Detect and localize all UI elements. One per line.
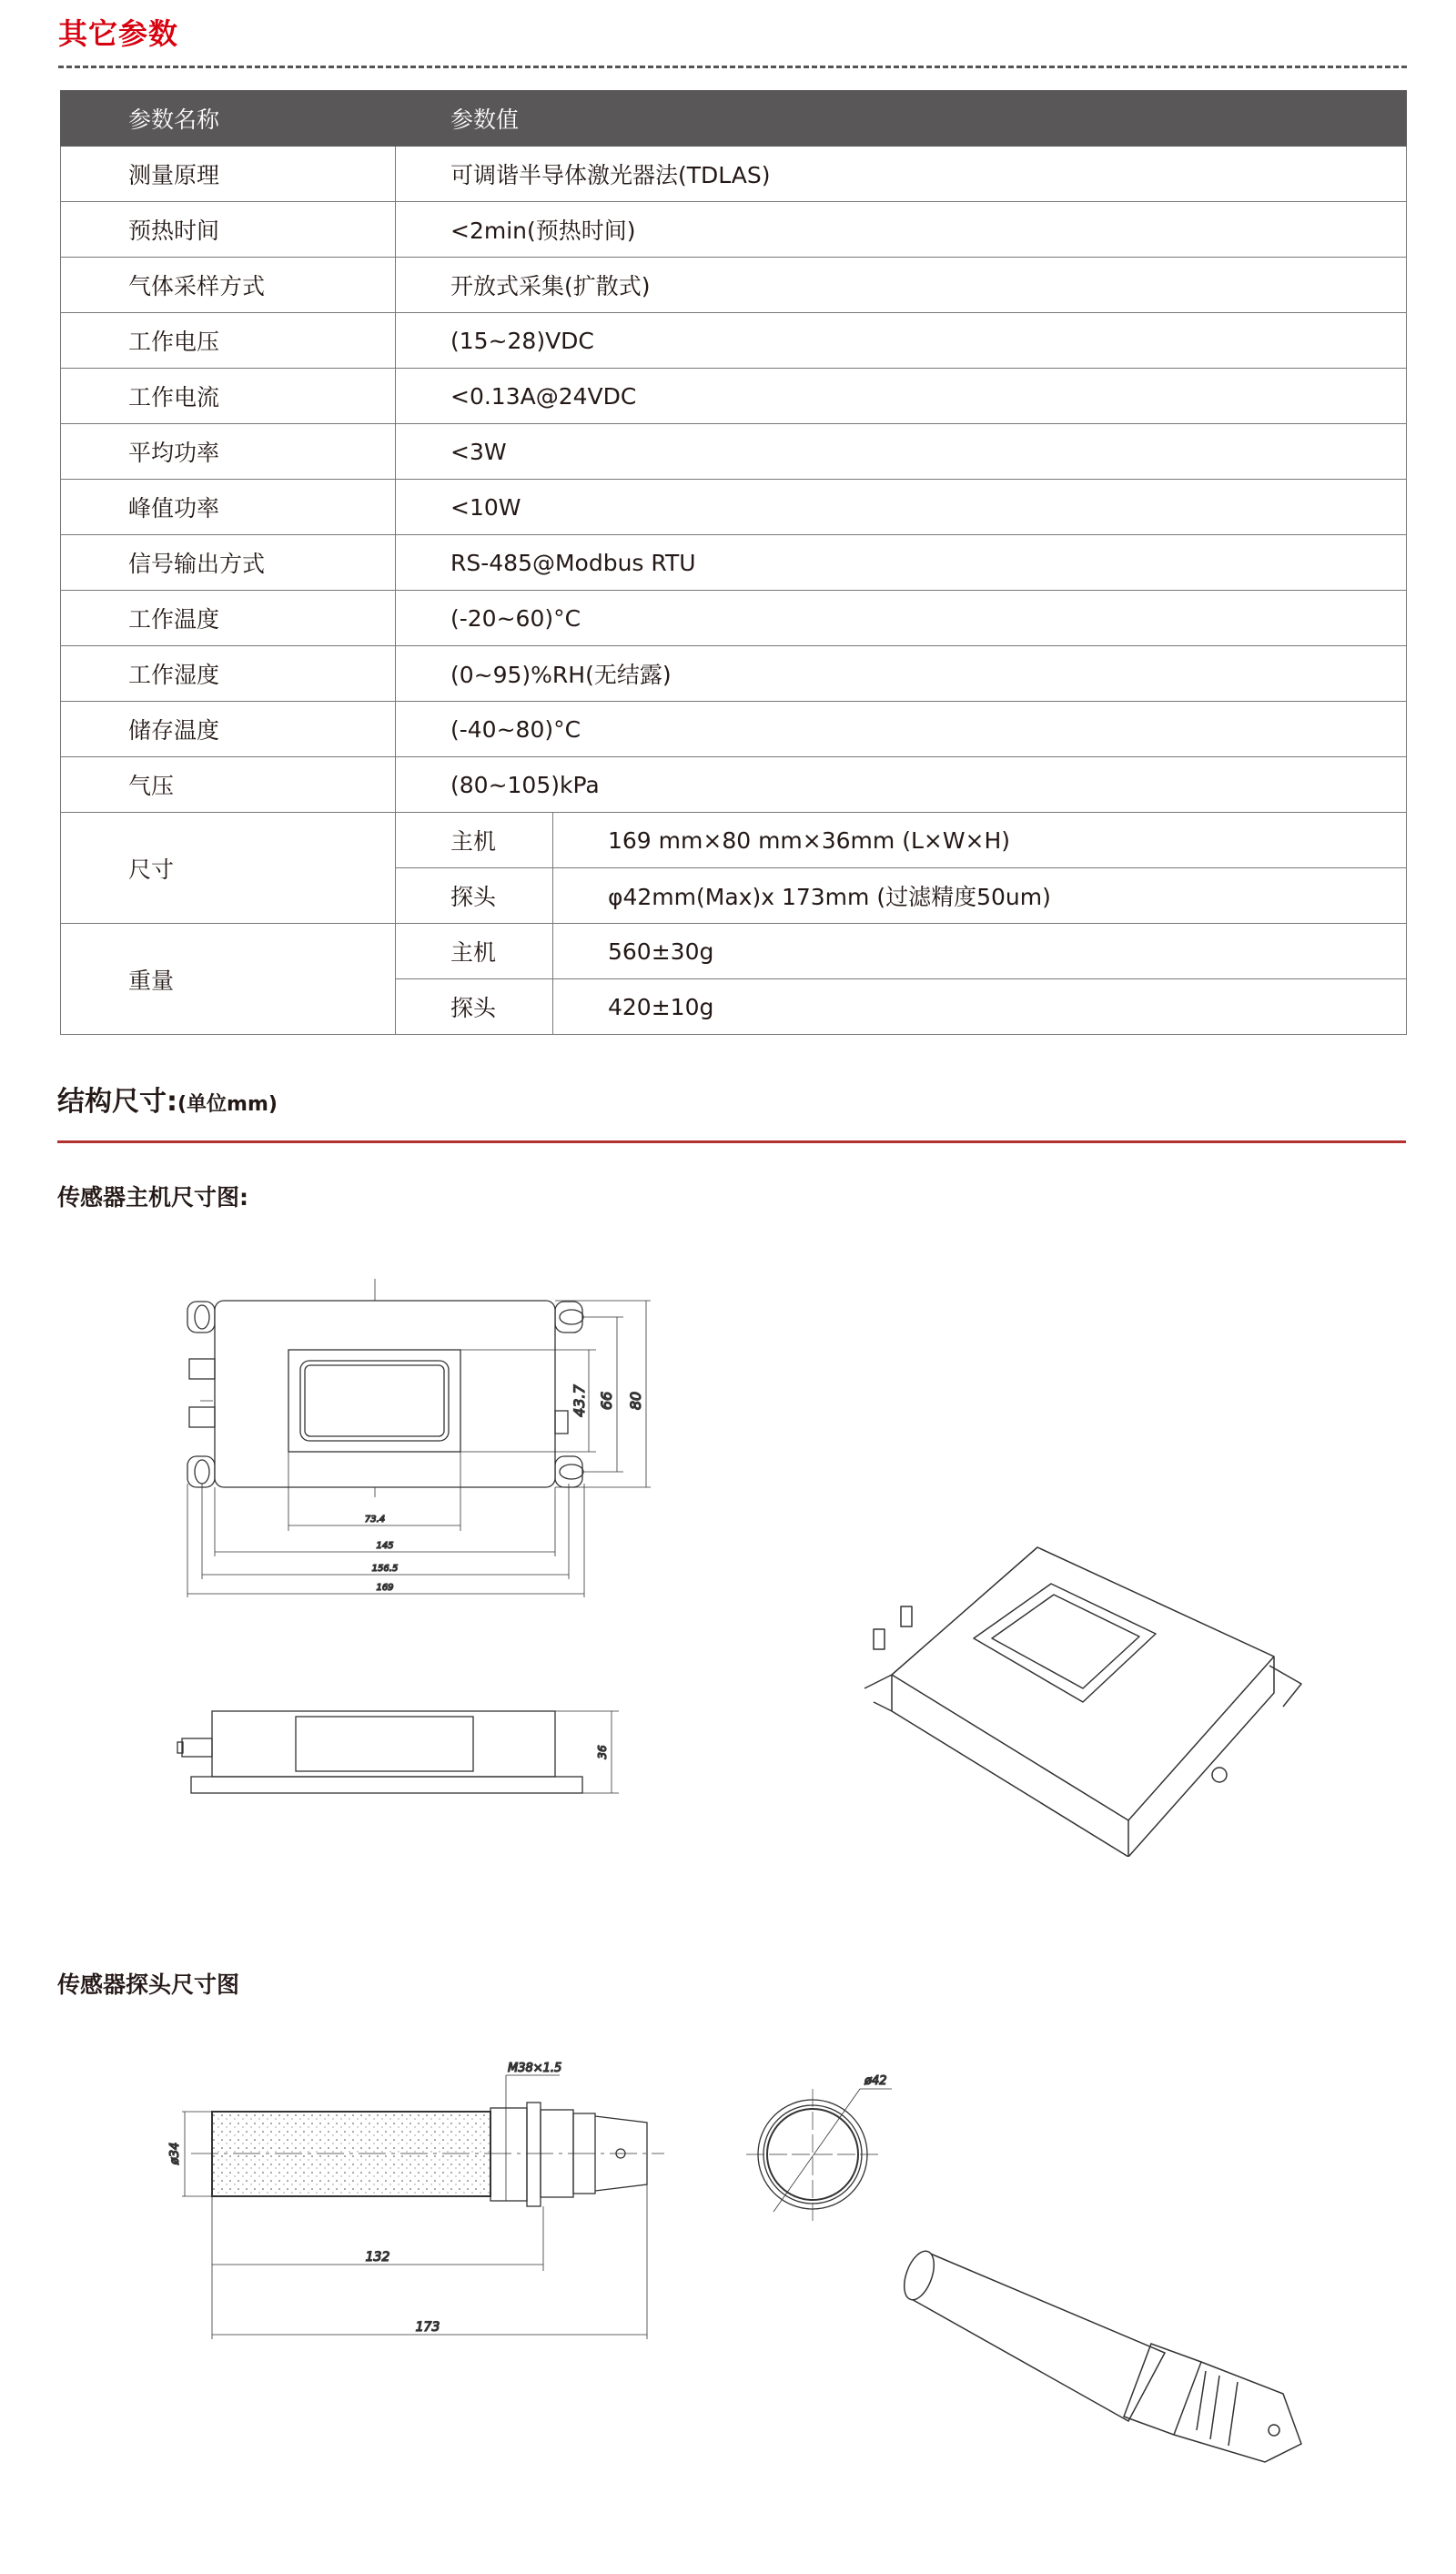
sub-label: 探头 [396,979,553,1035]
table-row [61,424,1407,480]
table-row [61,591,1407,646]
table-row [61,757,1407,813]
param-value: <3W [396,424,1407,480]
section-title: 其它参数 [58,16,179,51]
param-name: 测量原理 [61,147,396,202]
param-name: 工作温度 [61,591,396,646]
param-name: 重量 [61,924,396,1035]
sub-label: 主机 [396,813,553,868]
param-value: (-20~60)°C [396,591,1407,646]
sub-label: 探头 [396,868,553,924]
table-row [61,480,1407,535]
param-value: 169 mm×80 mm×36mm (L×W×H) [553,813,1407,868]
dim-total-width: 169 [376,1583,394,1593]
red-divider [57,1140,1406,1143]
param-value: (80~105)kPa [396,757,1407,813]
host-side-view-drawing [164,1693,637,1811]
dim-hole-span: 156.5 [371,1564,399,1574]
table-row [61,202,1407,258]
dim-height: 36 [596,1745,609,1759]
param-value: (0~95)%RH(无结露) [396,646,1407,702]
dim-total-height: 80 [627,1391,644,1411]
param-value: φ42mm(Max)x 173mm (过滤精度50um) [553,868,1407,924]
probe-3d-drawing [901,2235,1329,2471]
dim-window-height: 43.7 [571,1384,588,1417]
param-name: 峰值功率 [61,480,396,535]
table-row [61,924,1407,979]
dim-diameter: ø34 [168,2142,182,2165]
table-row [61,813,1407,868]
param-name: 预热时间 [61,202,396,258]
probe-side-view-drawing [155,2039,664,2357]
param-name: 工作湿度 [61,646,396,702]
param-name: 工作电流 [61,369,396,424]
param-value: <2min(预热时间) [396,202,1407,258]
param-name: 气压 [61,757,396,813]
table-row [61,147,1407,202]
param-value: 可调谐半导体激光器法(TDLAS) [396,147,1407,202]
dim-filter-length: 132 [365,2250,390,2265]
param-value: 420±10g [553,979,1407,1035]
table-row [61,646,1407,702]
dim-thread: M38×1.5 [508,2062,562,2075]
table-row [61,535,1407,591]
header-name: 参数名称 [61,91,396,147]
dim-max-diameter: ø42 [864,2074,887,2088]
dim-body-width: 145 [376,1541,394,1551]
host-3d-drawing [855,1529,1310,1857]
dim-hole-height: 66 [598,1391,615,1411]
sub-label: 主机 [396,924,553,979]
param-name: 储存温度 [61,702,396,757]
structure-title: 结构尺寸:(单位mm) [57,1086,278,1118]
host-front-view-drawing [164,1274,673,1611]
header-value: 参数值 [396,91,1407,147]
table-row [61,702,1407,757]
param-name: 气体采样方式 [61,258,396,313]
table-row [61,258,1407,313]
dim-total-length: 173 [415,2320,440,2335]
probe-drawing-title: 传感器探头尺寸图 [57,1971,240,1998]
table-row [61,369,1407,424]
dashed-divider [58,66,1407,68]
table-header [61,91,1407,147]
param-name: 工作电压 [61,313,396,369]
table-row [61,313,1407,369]
param-name: 平均功率 [61,424,396,480]
host-drawing-title: 传感器主机尺寸图: [57,1184,248,1211]
parameter-table [60,90,1407,1035]
param-name: 尺寸 [61,813,396,924]
probe-end-view-drawing [737,2066,919,2230]
param-value: (-40~80)°C [396,702,1407,757]
param-value: <0.13A@24VDC [396,369,1407,424]
param-value: 开放式采集(扩散式) [396,258,1407,313]
param-value: <10W [396,480,1407,535]
param-name: 信号输出方式 [61,535,396,591]
param-value: (15~28)VDC [396,313,1407,369]
param-value: 560±30g [553,924,1407,979]
param-value: RS-485@Modbus RTU [396,535,1407,591]
dim-window-width: 73.4 [364,1515,386,1525]
